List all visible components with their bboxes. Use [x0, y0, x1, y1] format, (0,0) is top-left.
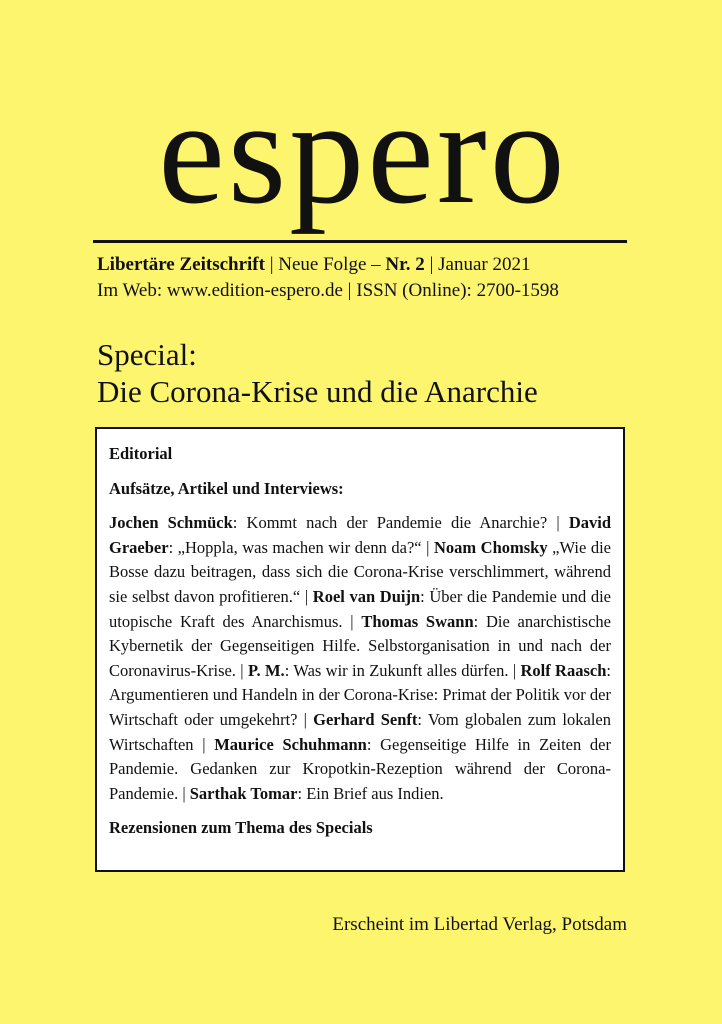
- series-text: | Neue Folge –: [264, 254, 386, 275]
- article-title: : Argumentieren und Handeln in der Corona-Krise: Primat der Politik vor der Wirtschaft oder umgekehrt? |: [109, 660, 611, 729]
- table-of-contents: [95, 427, 625, 872]
- article-title: : Vom globalen zum lokalen Wirtschaften |: [109, 709, 611, 754]
- masthead-divider: [93, 240, 627, 243]
- toc-reviews: Rezensionen zum Thema des Specials: [109, 818, 373, 838]
- article-author: Maurice Schuhmann: [214, 734, 367, 754]
- special-title: Die Corona-Krise und die Anarchie: [97, 374, 538, 409]
- issue-number: Nr. 2: [385, 254, 425, 275]
- toc-editorial: Editorial: [109, 444, 173, 463]
- article-author: Roel van Duijn: [312, 586, 421, 606]
- article-author: David Graeber: [109, 513, 611, 557]
- masthead-title: espero: [158, 69, 568, 235]
- article-title: : Was wir in Zukunft alles dürfen. |: [284, 660, 521, 680]
- toc-articles-heading: Aufsätze, Artikel und Interviews:: [109, 478, 344, 498]
- toc-articles-list: [109, 511, 611, 806]
- article-title: : Über die Pandemie und die utopische Kraft des Anarchismus. |: [109, 586, 611, 631]
- article-title: „Wie die Bosse dazu beitragen, dass sich die Corona-Krise verschlimmert, während sie selbst davon profitieren.“ |: [109, 537, 611, 606]
- publication-info-line-2: Im Web: www.edition-espero.de | ISSN (Online): 2700-1598: [97, 280, 559, 301]
- special-heading: [97, 336, 627, 410]
- subtitle: Libertäre Zeitschrift: [97, 254, 265, 275]
- article-title: : Die anarchistische Kybernetik der Gegenseitigen Hilfe. Selbstorganisation in und nach der Coronavirus-Krise. |: [109, 611, 611, 680]
- article-author: Jochen Schmück: [109, 513, 233, 533]
- article-author: Noam Chomsky: [433, 537, 548, 557]
- publication-info-line-1: [97, 252, 627, 278]
- article-title: : Kommt nach der Pandemie die Anarchie? |: [232, 513, 569, 533]
- article-author: P. M.: [247, 660, 285, 680]
- publisher-note: Erscheint im Libertad Verlag, Potsdam: [332, 914, 627, 935]
- article-author: Sarthak Tomar: [189, 783, 298, 803]
- article-title: : Gegenseitige Hilfe in Zeiten der Pandemie. Gedanken zur Kropotkin-Rezeption während der Corona-Pandemie. |: [109, 734, 611, 803]
- special-label: Special:: [97, 337, 197, 372]
- article-author: Thomas Swann: [361, 611, 474, 631]
- article-title: : Ein Brief aus Indien.: [297, 783, 444, 803]
- article-title: : „Hoppla, was machen wir denn da?“ |: [168, 537, 434, 557]
- article-author: Gerhard Senft: [313, 709, 418, 729]
- article-author: Rolf Raasch: [520, 660, 607, 680]
- publication-info: [97, 252, 627, 304]
- issue-date: | Januar 2021: [424, 254, 531, 275]
